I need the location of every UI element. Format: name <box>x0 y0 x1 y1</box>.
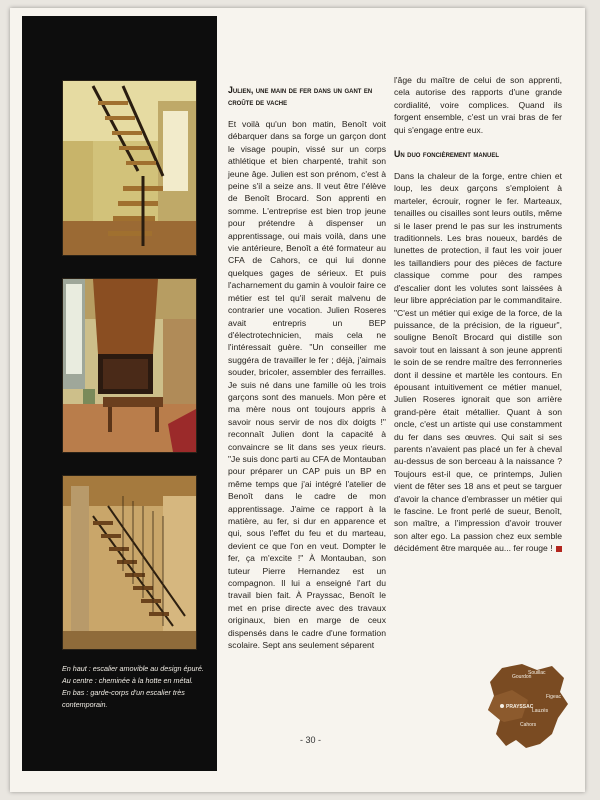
map-town-label: PRAYSSAC <box>506 704 534 710</box>
svg-text:Lauzès: Lauzès <box>532 708 549 714</box>
region-map <box>482 660 570 752</box>
article-paragraph: Et voilà qu'un bon matin, Benoît voit débarquer dans sa forge un garçon dont le visage poupin, vissé sur un corps athlétique et bien charpenté, trahit son jeune âge. Julien est son prénom, c'est à peine s'il a seize ans. Il veut être l'élève de Benoît Brocard. Son apprenti en somme. L'entreprise est bien trop jeune pour prétendre à dispenser un apprentissage, oui mais voilà, dans une vie antérieure, Benoît a été formateur au CFA de Cahors, ce qui lui donne quelques gages de sérieux. Et puis l'acharnement du gamin à vouloir faire ce métier est tel qu'il serait malvenu de contrarier une vocation. Julien Roseres avait entrepris un BEP d'électrotechnicien, mais cela ne l'intéressait guère. "Un conseiller me suggéra de travailler le fer ; déjà, j'aimais souder, bricoler, assembler des ferrailles. Je suis né dans une famille où les trois garçons sont des manuels. Mon père et ma mère nous ont toujours appris à savoir nous servir de nos dix doigts !" reconnaît Julien dont la capacité à convaincre se lit dans ses yeux rieurs. "Je suis donc parti au CFA de Montauban pour préparer un CAP puis un BP en même temps que j'ai intégré l'atelier de Benoît dans le cadre de mon apprentissage. J'aime ce rapport à la matière, au fer, si dur en apparence et qui, sous l'effet du feu et du marteau, devient ce que l'on en veut. Dompter le fer, ça m'excite !" À Montauban, son tuteur Pierre Hernandez est un compagnon. Il lui a enseigné l'art du travail bien fait. À Prayssac, Benoît le met en prise directe avec des travaux originaux, bien en marge de ceux dispensés dans le cadre d'une formation scolaire. Sept ans seulement séparent <box>228 119 386 651</box>
caption-line: Au centre : cheminée à la hotte en métal. <box>62 676 194 685</box>
photo-staircase-top <box>62 80 197 256</box>
photo-captions <box>62 663 212 711</box>
svg-text:Cahors: Cahors <box>520 722 537 728</box>
photo-railing <box>62 475 197 650</box>
page-number: - 30 - <box>300 735 322 745</box>
article-paragraph: l'âge du maître de celui de son apprenti, cela autorise des rapports d'une grande cordialité, voire complices. Quand ils forgent ensemble, c'est un vrai bras de fer qui s'engage entre eux. <box>394 75 562 135</box>
svg-text:Gourdon: Gourdon <box>512 674 532 680</box>
caption-line: En bas : garde-corps d'un escalier très <box>62 688 185 697</box>
section-heading-1: Julien, une main de fer dans un gant en croûte de vache <box>228 85 373 107</box>
svg-text:Figeac: Figeac <box>546 694 562 700</box>
caption-line: En haut : escalier amovible au design épuré. <box>62 664 204 673</box>
article-paragraph: Dans la chaleur de la forge, entre chien et loup, les deux garçons s'emploient à marteler, écrouir, rogner le fer. Marteaux, tenailles ou cisailles sont leurs outils, même si le laser prend le pas sur les instruments traditionnels. Les bras noueux, bardés de lunettes de protection, il faut les voir jouer les taillandiers pour des pièces de facture classique comme pour des rampes d'escalier dont les volutes sont laissées à leur libre appréciation par le commanditaire. "C'est un métier qui exige de la force, de la puissance, de la précision, de la rigueur", souligne Benoît Brocard qui distille son savoir tout en laissant à son jeune apprenti le soin de se rendre maître des ferronneries dont il dessine et martèle les contours. En épousant intuitivement ce métier manuel, Julien Roseres ignorait que son arrière grand-père était métallier. Quant à son oncle, c'est un artiste qui use constamment du fer dans ses œuvres. Qui sait si ses parents n'avaient pas placé un fer à cheval au-dessus de son berceau à la naissance ? Toujours est-il que, ce printemps, Julien vient de fêter ses 18 ans et peut se targuer d'avoir la chance d'embrasser un métier qui le fascine. Le front perlé de sueur, Benoît, son maître, a l'impression d'avoir trouver son alter ego. La passion chez eux semble décidément être marquée au... fer rouge ! <box>394 171 562 554</box>
article-column-1 <box>228 80 386 655</box>
section-heading-2: Un duo foncièrement manuel <box>394 149 500 160</box>
article-column-2 <box>394 74 562 559</box>
end-mark-icon <box>556 546 562 552</box>
photo-fireplace <box>62 278 197 453</box>
svg-text:Souillac: Souillac <box>528 670 546 676</box>
caption-line: contemporain. <box>62 700 108 709</box>
magazine-page <box>10 8 585 792</box>
